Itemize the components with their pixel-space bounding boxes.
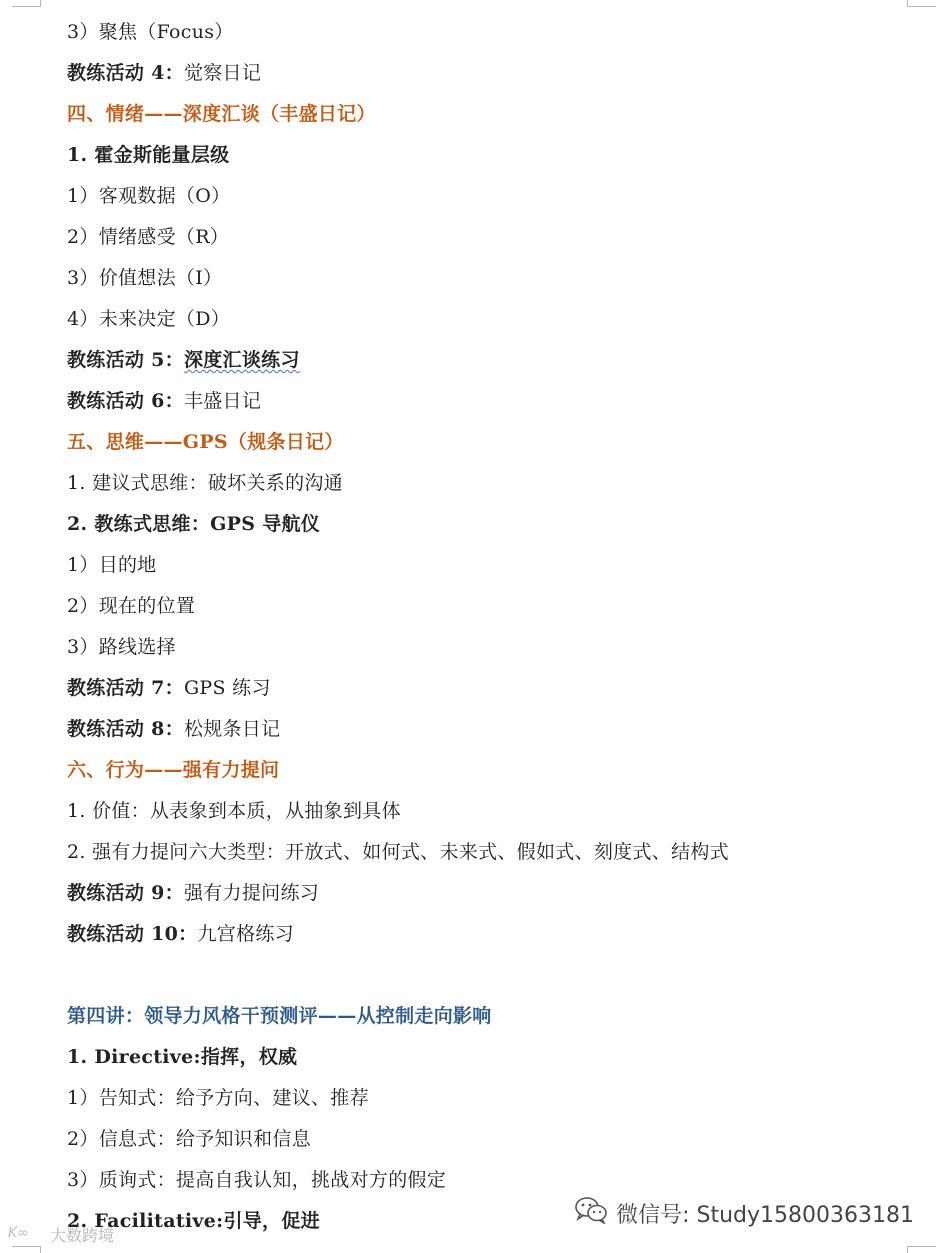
list-item: 1）告知式：给予方向、建议、推荐 [67,1087,369,1109]
numbered-heading: 1. Directive:指挥，权威 [67,1046,298,1068]
activity-line [67,389,261,413]
numbered-heading: 2. Facilitative:引导，促进 [67,1210,320,1232]
wechat-icon [574,1196,608,1230]
list-item: 1. 建议式思维：破坏关系的沟通 [67,472,343,494]
lecture-heading: 第四讲：领导力风格干预测评——从控制走向影响 [67,1005,492,1027]
activity-name: 松规条日记 [183,718,281,740]
activity-name: 深度汇谈练习 [183,349,300,371]
activity-name: 九宫格练习 [197,923,294,945]
activity-label: 教练活动 5： [67,349,184,371]
brand-logo-icon [8,1222,46,1246]
list-item: 2）信息式：给予知识和信息 [67,1128,311,1150]
activity-label: 教练活动 7： [67,677,184,699]
activity-name: 强有力提问练习 [183,882,320,904]
svg-text:K∞: K∞ [8,1225,29,1241]
page-corner-mark [907,1246,936,1253]
numbered-heading: 1. 霍金斯能量层级 [67,144,230,166]
activity-line [67,922,294,946]
activity-line [67,881,319,905]
section-heading: 五、思维——GPS（规条日记） [67,431,344,453]
activity-line [67,348,300,372]
list-item: 1. 价值：从表象到本质，从抽象到具体 [67,800,401,822]
activity-label: 教练活动 9： [67,882,184,904]
wechat-id: 微信号: Study15800363181 [616,1202,914,1228]
activity-label: 教练活动 8： [67,718,184,740]
list-item: 1）客观数据（O） [67,185,231,207]
numbered-heading: 2. 教练式思维：GPS 导航仪 [67,513,321,535]
list-item: 2）现在的位置 [67,595,196,617]
page-corner-mark [12,1246,41,1253]
list-item: 2）情绪感受（R） [67,226,230,248]
activity-label: 教练活动 6： [67,390,184,412]
wechat-watermark [574,1196,914,1230]
activity-line [67,676,271,700]
list-item: 3）路线选择 [67,636,176,658]
brand-watermark [8,1222,114,1246]
section-heading: 六、行为——强有力提问 [67,759,280,781]
activity-line [67,717,280,741]
activity-name: GPS 练习 [183,677,271,699]
section-heading: 四、情绪——深度汇谈（丰盛日记） [67,103,376,125]
list-item: 3）聚焦（Focus） [67,21,234,43]
list-item: 3）价值想法（I） [67,267,223,289]
page-corner-mark [12,0,41,7]
list-item: 3）质询式：提高自我认知，挑战对方的假定 [67,1169,447,1191]
list-item: 4）未来决定（D） [67,308,231,330]
activity-label: 教练活动 10： [67,923,198,945]
list-item: 1）目的地 [67,554,157,576]
list-item: 2. 强有力提问六大类型：开放式、如何式、未来式、假如式、刻度式、结构式 [67,841,729,863]
page-corner-mark [907,0,936,7]
activity-name: 丰盛日记 [183,390,262,412]
activity-line [67,61,261,85]
activity-label: 教练活动 4： [67,62,184,84]
brand-name: 大数跨境 [50,1225,115,1245]
activity-name: 觉察日记 [183,62,262,84]
